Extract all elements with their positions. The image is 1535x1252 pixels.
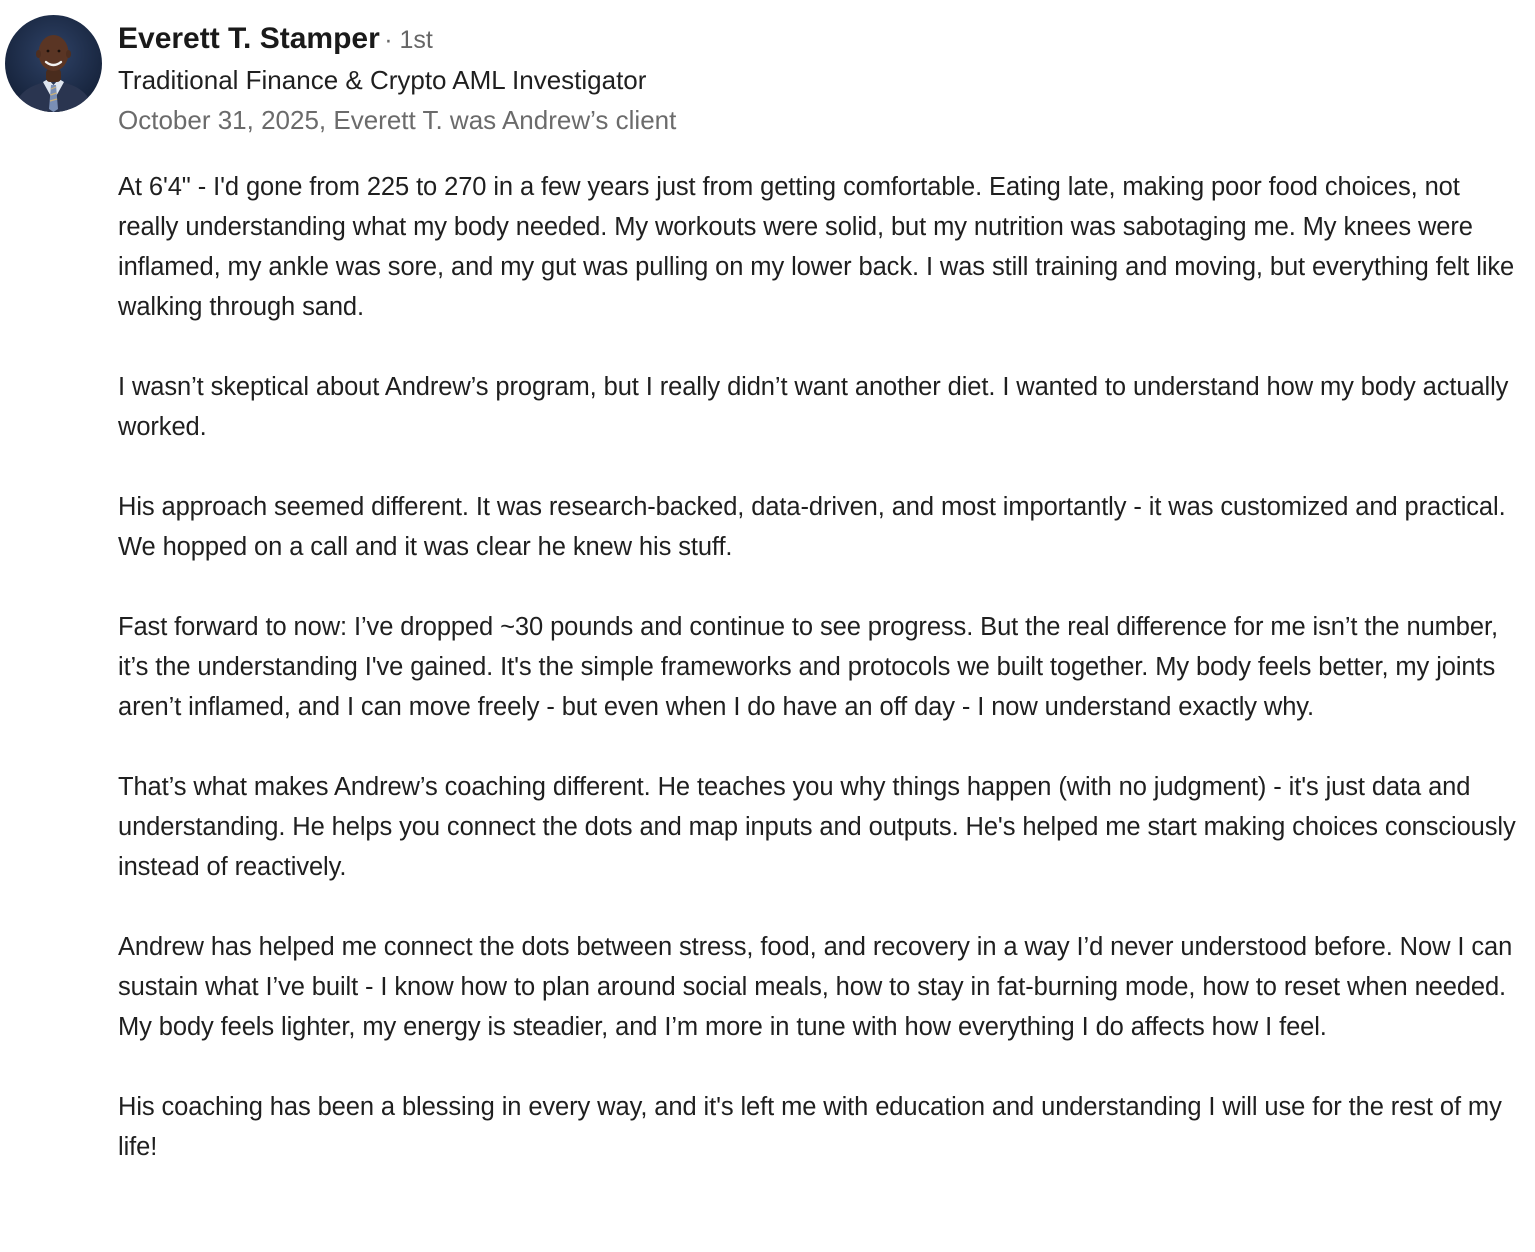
avatar[interactable]: [5, 15, 102, 112]
profile-photo-icon: [5, 15, 102, 112]
recommendation-paragraph: His approach seemed different. It was research-backed, data-driven, and most importantly - it was customized and practical. We hopped on a call and it was clear he knew his stuff.: [118, 493, 1506, 561]
recommendation-paragraph: Fast forward to now: I’ve dropped ~30 pounds and continue to see progress. But the real difference for me isn’t the number, it’s the understanding I've gained. It's the simple frameworks and protocols we built together. My body feels better, my joints aren’t inflamed, and I can move freely - but even when I do have an off day - I now understand exactly why.: [118, 613, 1498, 721]
recommendation-paragraph: I wasn’t skeptical about Andrew’s program, but I really didn’t want another diet. I wanted to understand how my body actually worked.: [118, 373, 1509, 441]
recommendation-text: [118, 167, 1523, 1167]
recommendation-meta: October 31, 2025, Everett T. was Andrew’s client: [118, 105, 677, 135]
recommender-headline: Traditional Finance & Crypto AML Investigator: [118, 65, 647, 95]
recommendation-paragraph: At 6'4" - I'd gone from 225 to 270 in a few years just from getting comfortable. Eating late, making poor food choices, not really understanding what my body needed. My workouts were solid, but my nutrition was sabotaging me. My knees were inflamed, my ankle was sore, and my gut was pulling on my lower back. I was still training and moving, but everything felt like walking through sand.: [118, 173, 1515, 321]
recommender-name[interactable]: Everett T. Stamper: [118, 22, 380, 55]
recommendation-paragraph: His coaching has been a blessing in every way, and it's left me with education and understanding I will use for the rest of my life!: [118, 1093, 1502, 1161]
recommendation-paragraph: Andrew has helped me connect the dots between stress, food, and recovery in a way I’d never understood before. Now I can sustain what I’ve built - I know how to plan around social meals, how to stay in fat-burning mode, how to reset when needed. My body feels lighter, my energy is steadier, and I’m more in tune with how everything I do affects how I feel.: [118, 933, 1513, 1041]
name-row: [118, 18, 1518, 60]
connection-degree: · 1st: [384, 26, 433, 54]
recommendation-paragraph: That’s what makes Andrew’s coaching different. He teaches you why things happen (with no judgment) - it's just data and understanding. He helps you connect the dots and map inputs and outputs. He's helped me start making choices consciously instead of reactively.: [118, 773, 1516, 881]
recommender-header: [118, 18, 1518, 140]
